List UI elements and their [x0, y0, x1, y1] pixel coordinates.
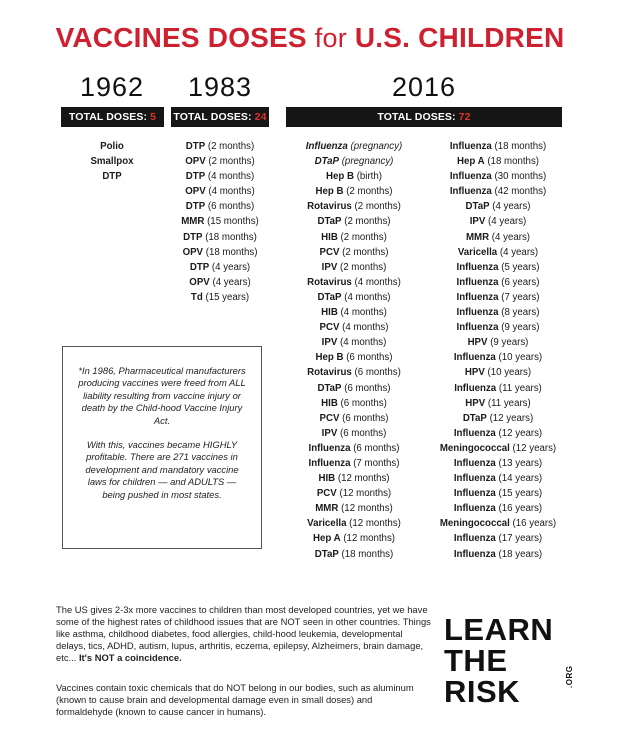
dose-timing: (7 years): [501, 291, 540, 303]
dose-row: [284, 245, 424, 260]
dose-timing: (18 months): [494, 141, 547, 152]
dose-row: [284, 320, 424, 335]
dose-row: [424, 547, 572, 562]
dose-timing: (12 months): [343, 533, 396, 545]
dose-timing: (2 months): [207, 141, 255, 152]
dose-timing: (4 months): [208, 186, 255, 198]
dose-row: [62, 154, 162, 169]
dose-row: [284, 426, 424, 441]
vaccine-name: OPV: [185, 186, 206, 198]
vaccine-name: OPV: [185, 156, 206, 168]
dose-row: [424, 230, 572, 245]
dose-timing: (30 months): [494, 171, 547, 183]
liability-note-box: [62, 346, 262, 549]
dose-timing: (15 years): [498, 488, 543, 500]
vaccine-name: OPV: [182, 246, 204, 258]
dose-row: [424, 290, 572, 305]
vaccine-name: MMR: [181, 216, 205, 228]
title-part-2: for: [314, 23, 347, 53]
dose-timing: (11 years): [498, 382, 542, 394]
dose-row: [424, 154, 572, 169]
vaccine-name: DTaP: [317, 216, 342, 228]
title-part-3: U.S. CHILDREN: [354, 22, 565, 53]
dose-row: [424, 365, 572, 380]
dose-timing: (16 years): [498, 503, 543, 515]
dose-timing: (10 years): [487, 367, 532, 379]
dose-timing: (2 months): [208, 156, 255, 168]
dose-row: [424, 139, 572, 154]
dose-row: [284, 441, 424, 456]
dose-row: [284, 214, 424, 229]
dose-timing: (12 months): [341, 503, 393, 515]
vaccine-name: DTP: [183, 231, 203, 243]
logo-line-3: RISK: [444, 674, 521, 709]
dose-timing: (6 months): [354, 367, 401, 379]
dose-row: [284, 199, 424, 214]
total-label: TOTAL DOSES:: [68, 111, 148, 123]
dose-timing: (6 months): [340, 397, 387, 409]
dose-timing: (15 months): [207, 216, 259, 228]
dose-timing: (2 months): [340, 261, 387, 273]
dose-timing: (12 months): [339, 488, 392, 500]
year-1983: 1983: [187, 72, 253, 102]
dose-row: [284, 516, 424, 531]
dose-timing: (4 years): [212, 276, 251, 288]
dose-timing: (9 years): [490, 337, 529, 349]
schedule-1983: [166, 139, 274, 305]
dose-row: [424, 486, 572, 501]
vaccine-name: Influenza: [454, 382, 497, 394]
vaccine-name: Influenza: [305, 141, 348, 152]
dose-timing: (18 months): [341, 548, 394, 560]
dose-row: [284, 169, 424, 184]
dose-timing: (17 years): [498, 533, 543, 545]
schedule-1962: [62, 139, 162, 184]
vaccine-name: MMR: [465, 231, 490, 243]
vaccine-name: PCV: [316, 488, 337, 500]
dose-row: [424, 396, 572, 411]
dose-timing: (4 years): [491, 231, 531, 243]
dose-timing: (12 years): [489, 412, 534, 424]
vaccine-name: Influenza: [308, 442, 351, 454]
dose-timing: (pregnancy): [350, 141, 403, 152]
dose-row: [166, 139, 274, 154]
dose-row: [166, 275, 274, 290]
dose-timing: (5 years): [501, 261, 540, 273]
vaccine-name: HPV: [464, 367, 485, 379]
vaccine-name: Hep A: [456, 156, 485, 168]
dose-row: [284, 139, 424, 154]
dose-timing: (4 months): [207, 171, 255, 183]
vaccine-name: Influenza: [453, 488, 496, 500]
vaccine-name: Meningococcal: [439, 442, 510, 454]
dose-timing: (4 months): [354, 276, 401, 288]
dose-row: [424, 245, 572, 260]
dose-row: [62, 169, 162, 184]
dose-row: [284, 275, 424, 290]
dose-timing: (8 years): [501, 307, 540, 319]
vaccine-name: DTP: [185, 141, 206, 152]
dose-row: [284, 230, 424, 245]
dose-row: [284, 154, 424, 169]
dose-timing: (12 years): [512, 442, 557, 454]
dose-row: [424, 456, 572, 471]
dose-timing: (42 months): [494, 186, 547, 198]
vaccine-name: Influenza: [453, 457, 496, 469]
dose-timing: (9 years): [501, 322, 540, 334]
dose-timing: (2 months): [344, 216, 391, 228]
dose-row: [424, 305, 572, 320]
dose-timing: (2 months): [354, 201, 401, 213]
dose-row: [62, 139, 162, 154]
dose-row: [424, 531, 572, 546]
vaccine-name: Influenza: [456, 276, 499, 288]
dose-timing: (10 years): [498, 352, 543, 364]
dose-row: [284, 260, 424, 275]
vaccine-name: Meningococcal: [439, 518, 510, 530]
schedule-2016-right: [424, 139, 572, 562]
dose-timing: (2 months): [340, 231, 387, 243]
dose-row: [166, 230, 274, 245]
dose-timing: (7 months): [353, 457, 400, 469]
dose-row: [166, 169, 274, 184]
vaccine-name: MMR: [315, 503, 339, 515]
vaccine-name: Influenza: [449, 141, 492, 152]
vaccine-name: Influenza: [453, 473, 496, 485]
dose-row: [284, 456, 424, 471]
vaccine-name: IPV: [469, 216, 486, 228]
vaccine-name: Rotavirus: [307, 276, 352, 288]
dose-timing: (12 years): [498, 427, 543, 439]
vaccine-name: HIB: [321, 307, 338, 319]
footer-paragraph-2: Vaccines contain toxic chemicals that do NOT belong in our bodies, such as aluminum (known to cause brain and developmental damage even in small doses) and formaldehyde (known to cause cancer in humans).: [56, 682, 414, 718]
dose-timing: (14 years): [498, 473, 543, 485]
vaccine-name: Influenza: [453, 352, 496, 364]
vaccine-name: DTaP: [317, 382, 342, 394]
dose-row: [424, 501, 572, 516]
vaccine-name: Influenza: [456, 261, 499, 273]
vaccine-name: Smallpox: [90, 156, 134, 168]
learn-the-risk-logo: [444, 614, 584, 707]
logo-line-1: LEARN: [444, 612, 554, 647]
dose-row: [424, 471, 572, 486]
dose-timing: (2 months): [346, 186, 393, 198]
dose-timing: (6 months): [207, 201, 255, 213]
dose-timing: (6 months): [344, 382, 391, 394]
dose-row: [284, 365, 424, 380]
vaccine-name: Influenza: [453, 427, 496, 439]
vaccine-name: IPV: [321, 337, 338, 349]
vaccine-name: Influenza: [453, 533, 496, 545]
dose-row: [284, 184, 424, 199]
vaccine-name: Influenza: [449, 171, 492, 183]
vaccine-name: HPV: [465, 397, 486, 409]
vaccine-name: Influenza: [449, 186, 492, 198]
dose-timing: (4 months): [342, 322, 389, 334]
dose-row: [166, 184, 274, 199]
total-doses-bar-2016: [286, 107, 562, 127]
dose-timing: (pregnancy): [341, 156, 394, 168]
dose-timing: (11 years): [487, 397, 531, 409]
vaccine-name: HIB: [321, 397, 338, 409]
dose-row: [284, 335, 424, 350]
total-doses-bar-1962: [61, 107, 164, 127]
dose-timing: (6 months): [340, 427, 387, 439]
vaccine-name: IPV: [321, 427, 338, 439]
dose-row: [424, 199, 572, 214]
vaccine-name: IPV: [321, 261, 338, 273]
dose-row: [284, 501, 424, 516]
vaccine-name: PCV: [319, 246, 340, 258]
vaccine-name: Influenza: [453, 503, 496, 515]
vaccine-name: Hep B: [315, 352, 344, 364]
dose-row: [284, 411, 424, 426]
dose-row: [284, 290, 424, 305]
dose-row: [284, 531, 424, 546]
dose-row: [284, 486, 424, 501]
dose-timing: (6 months): [342, 412, 389, 424]
note-paragraph-2: With this, vaccines became HIGHLY profitable. There are 271 vaccines in development and mandatory vaccine laws for children — and ADULTS — being pushed in most states.: [85, 439, 239, 500]
dose-row: [284, 396, 424, 411]
dose-timing: (4 years): [488, 216, 527, 228]
dose-row: [166, 245, 274, 260]
vaccine-name: Hep A: [312, 533, 341, 545]
title-part-1: VACCINES DOSES: [55, 22, 307, 53]
vaccine-name: Polio: [100, 141, 124, 152]
dose-timing: (18 months): [205, 246, 258, 258]
dose-row: [424, 411, 572, 426]
vaccine-name: DTP: [185, 201, 206, 213]
dose-timing: (4 months): [340, 337, 387, 349]
vaccine-name: Rotavirus: [307, 367, 352, 379]
dose-row: [424, 184, 572, 199]
dose-row: [284, 547, 424, 562]
vaccine-name: Hep B: [325, 171, 354, 183]
dose-timing: (2 months): [342, 246, 389, 258]
year-1962: 1962: [79, 72, 145, 102]
footer-text: The US gives 2-3x more vaccines to children than most developed countries, yet we have some of the highest rates of childhood issues that are NOT seen in other countries. Things like asthma, childhood diabetes, food allergies, child-hood leukemia, developmental delays, tics, ADHD, autism, lupus, arthritis, eczema, epilepsy, Alzheimers, brain damage, etc...: [56, 604, 431, 664]
dose-row: [284, 350, 424, 365]
dose-row: [424, 516, 572, 531]
dose-timing: (12 months): [337, 473, 390, 485]
dose-row: [284, 381, 424, 396]
vaccine-name: Td: [190, 291, 203, 303]
vaccine-name: DTP: [102, 171, 122, 183]
footer-paragraph-1: [56, 604, 431, 664]
total-label: TOTAL DOSES:: [173, 111, 252, 123]
total-count: 72: [458, 111, 471, 123]
schedule-2016-left: [284, 139, 424, 562]
vaccine-name: DTaP: [314, 156, 339, 168]
dose-timing: (4 months): [344, 291, 391, 303]
vaccine-name: Varicella: [307, 518, 347, 530]
dose-row: [424, 381, 572, 396]
dose-row: [166, 260, 274, 275]
dose-row: [166, 199, 274, 214]
vaccine-name: HIB: [318, 473, 336, 485]
vaccine-name: PCV: [319, 412, 340, 424]
dose-row: [424, 169, 572, 184]
vaccine-name: Varicella: [457, 246, 498, 258]
vaccine-name: DTaP: [317, 291, 342, 303]
vaccine-name: DTaP: [314, 548, 339, 560]
dose-timing: (4 years): [211, 261, 251, 273]
vaccine-name: Influenza: [453, 548, 496, 560]
vaccine-name: Hep B: [315, 186, 344, 198]
vaccine-name: Influenza: [308, 457, 351, 469]
dose-timing: (4 years): [499, 246, 539, 258]
dose-timing: (4 years): [492, 201, 531, 213]
dose-timing: (13 years): [498, 457, 543, 469]
dose-row: [424, 214, 572, 229]
dose-timing: (18 months): [205, 231, 257, 243]
dose-row: [424, 260, 572, 275]
dose-timing: (6 months): [353, 442, 400, 454]
vaccine-name: DTP: [185, 171, 206, 183]
dose-row: [166, 154, 274, 169]
dose-timing: (birth): [356, 171, 382, 183]
dose-timing: (6 years): [501, 276, 540, 288]
dose-row: [424, 335, 572, 350]
dose-row: [424, 426, 572, 441]
total-count: 5: [150, 111, 157, 123]
dose-row: [284, 305, 424, 320]
vaccine-name: Influenza: [456, 291, 499, 303]
logo-suffix: .ORG: [565, 665, 574, 688]
dose-timing: (4 months): [340, 307, 387, 319]
vaccine-name: Influenza: [456, 307, 499, 319]
vaccine-name: Influenza: [456, 322, 499, 334]
total-count: 24: [254, 111, 267, 123]
dose-timing: (15 years): [205, 291, 250, 303]
vaccine-name: DTaP: [462, 412, 487, 424]
dose-row: [166, 214, 274, 229]
vaccine-name: HIB: [321, 231, 338, 243]
dose-timing: (18 months): [487, 156, 540, 168]
total-label: TOTAL DOSES:: [377, 111, 456, 123]
dose-timing: (18 years): [498, 548, 543, 560]
dose-row: [424, 275, 572, 290]
dose-row: [424, 441, 572, 456]
dose-timing: (16 years): [512, 518, 557, 530]
year-2016: 2016: [391, 72, 457, 102]
vaccine-name: OPV: [189, 276, 210, 288]
note-paragraph-1: *In 1986, Pharmaceutical manufacturers producing vaccines were freed from ALL liability resulting from vaccine injury or death by the Child-hood Vaccine Injury Act.: [78, 365, 246, 426]
page-title: [0, 22, 620, 54]
vaccine-name: PCV: [319, 322, 340, 334]
logo-line-2: THE: [444, 643, 508, 678]
total-doses-bar-1983: [171, 107, 269, 127]
dose-timing: (12 months): [349, 518, 401, 530]
vaccine-name: DTaP: [465, 201, 490, 213]
vaccine-name: HPV: [467, 337, 488, 349]
dose-row: [424, 320, 572, 335]
dose-timing: (6 months): [346, 352, 393, 364]
dose-row: [166, 290, 274, 305]
vaccine-name: DTP: [189, 261, 210, 273]
vaccine-name: Rotavirus: [307, 201, 352, 213]
dose-row: [284, 471, 424, 486]
dose-row: [424, 350, 572, 365]
footer-emphasis: It's NOT a coincidence.: [78, 652, 182, 664]
